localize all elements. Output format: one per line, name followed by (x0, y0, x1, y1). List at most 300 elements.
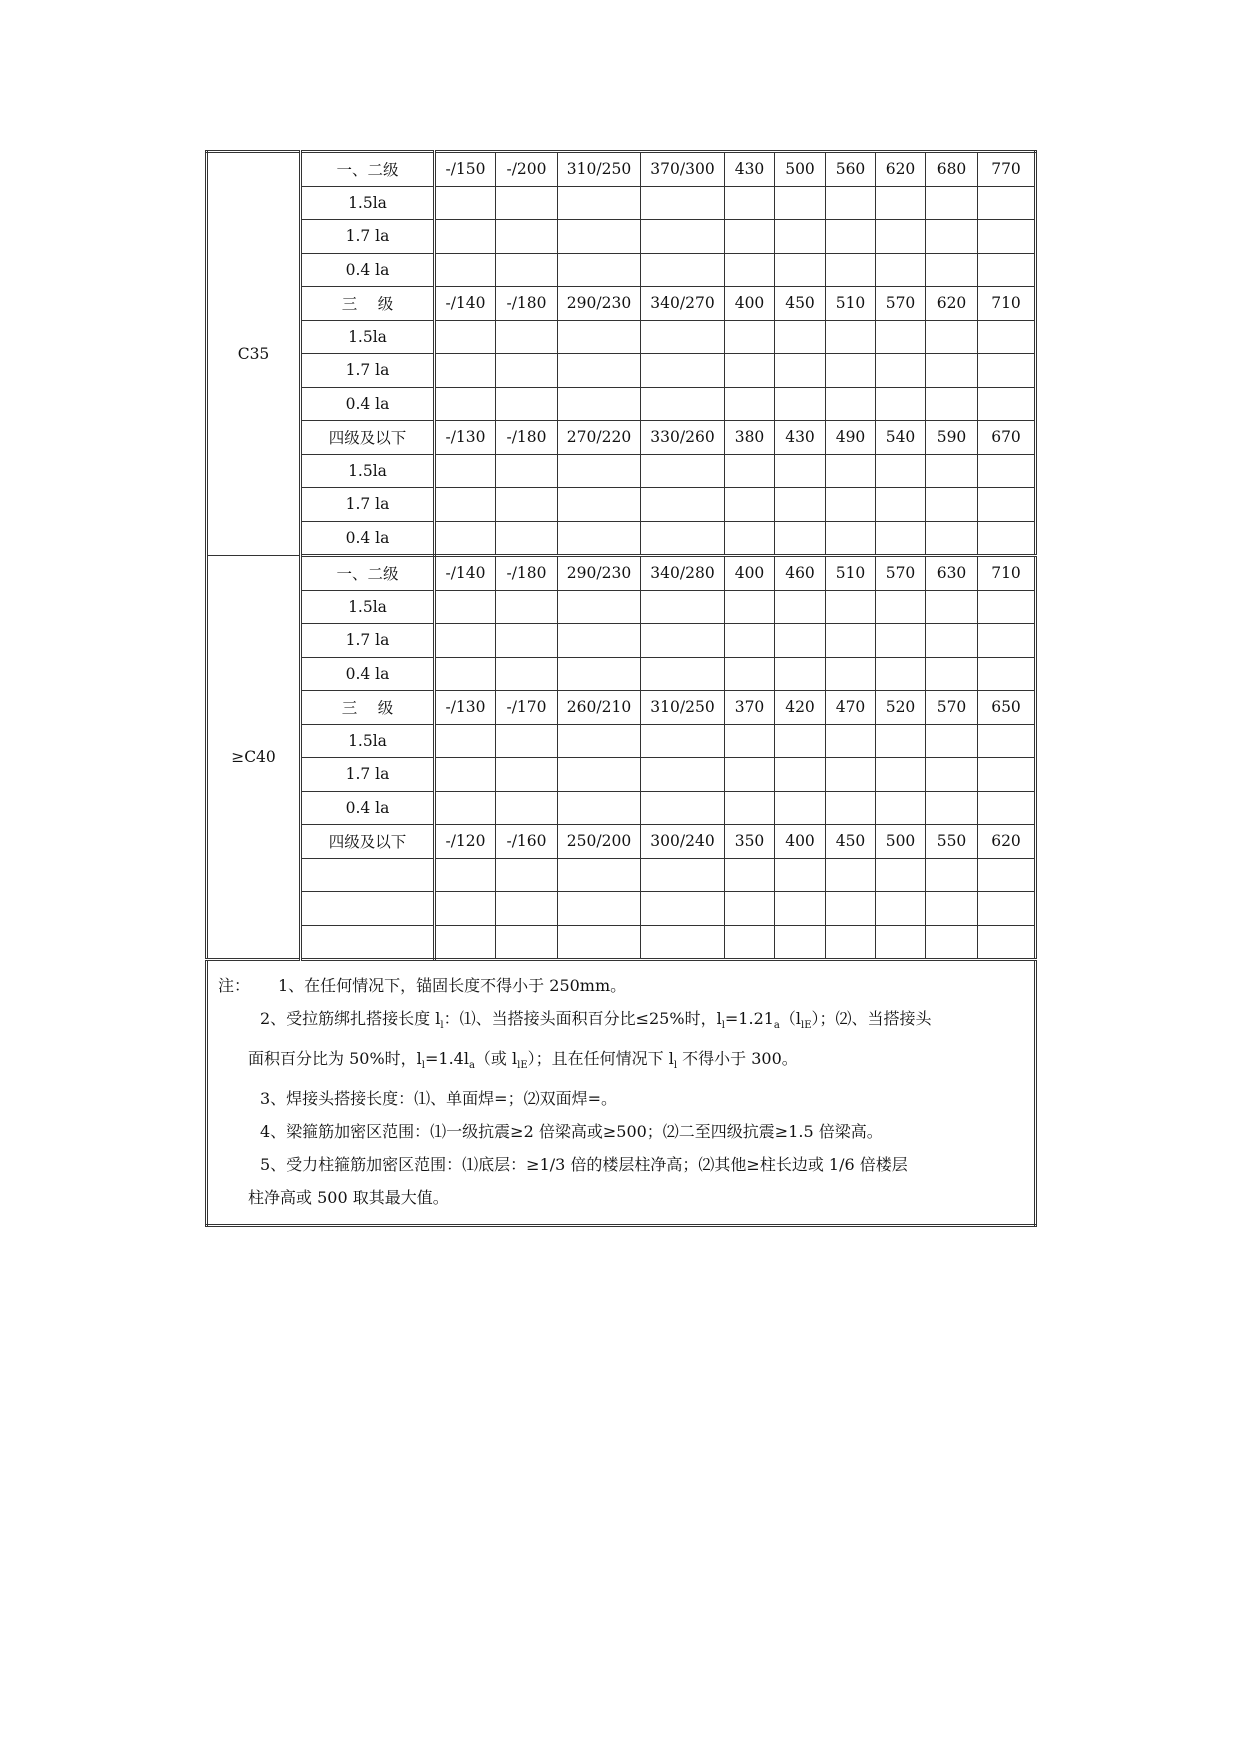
value-cell (725, 624, 775, 658)
value-cell: 310/250 (558, 152, 641, 187)
value-cell (926, 758, 978, 792)
value-cell (978, 925, 1036, 960)
value-cell: -/200 (496, 152, 558, 187)
value-cell: 710 (978, 287, 1036, 321)
value-cell (978, 220, 1036, 254)
value-cell (641, 320, 725, 354)
value-cell (725, 892, 775, 926)
value-cell (435, 454, 496, 488)
value-cell: 620 (978, 825, 1036, 859)
row-label-cell: 0.4 la (301, 387, 435, 421)
table-row (207, 724, 1036, 758)
value-cell: 270/220 (558, 421, 641, 455)
value-cell (826, 521, 876, 556)
value-cell (826, 454, 876, 488)
value-cell (641, 791, 725, 825)
value-cell: 290/230 (558, 556, 641, 591)
value-cell: 650 (978, 691, 1036, 725)
note-2-text-j: 不得小于 300。 (677, 1049, 798, 1069)
note-2-text-h: （或 l (474, 1049, 518, 1069)
note-2-text-g: =1.4l (424, 1049, 469, 1069)
note-5: 5、受力柱箍筋加密区范围：⑴底层：≥1/3 倍的楼层柱净高；⑵其他≥柱长边或 1/6 倍楼层 (260, 1155, 908, 1175)
value-cell (826, 488, 876, 522)
table-row (207, 892, 1036, 926)
value-cell (826, 724, 876, 758)
value-cell (725, 657, 775, 691)
value-cell (496, 220, 558, 254)
value-cell: -/170 (496, 691, 558, 725)
note-1 (218, 969, 1024, 1002)
table-row (207, 152, 1036, 187)
value-cell (978, 724, 1036, 758)
value-cell (876, 488, 926, 522)
value-cell (926, 590, 978, 624)
value-cell (826, 624, 876, 658)
value-cell: 550 (926, 825, 978, 859)
value-cell (725, 925, 775, 960)
table-row (207, 454, 1036, 488)
note-2-continued (218, 1042, 1024, 1082)
row-label-cell: 1.7 la (301, 624, 435, 658)
value-cell (876, 220, 926, 254)
value-cell (641, 454, 725, 488)
value-cell: -/180 (496, 287, 558, 321)
note-2-sub: a (468, 1060, 475, 1072)
value-cell (978, 758, 1036, 792)
value-cell: 450 (775, 287, 826, 321)
value-cell (876, 724, 926, 758)
value-cell (558, 858, 641, 892)
value-cell (725, 724, 775, 758)
value-cell (496, 925, 558, 960)
row-label-cell: 0.4 la (301, 253, 435, 287)
value-cell (725, 590, 775, 624)
value-cell (926, 858, 978, 892)
value-cell (775, 925, 826, 960)
value-cell (926, 521, 978, 556)
value-cell (876, 354, 926, 388)
row-label-cell: 一、二级 (301, 152, 435, 187)
value-cell (926, 925, 978, 960)
note-3: 3、焊接头搭接长度：⑴、单面焊=；⑵双面焊=。 (260, 1089, 617, 1109)
value-cell (978, 186, 1036, 220)
value-cell (558, 186, 641, 220)
value-cell: 560 (826, 152, 876, 187)
value-cell: 330/260 (641, 421, 725, 455)
value-cell (435, 253, 496, 287)
value-cell: 500 (876, 825, 926, 859)
value-cell (926, 454, 978, 488)
value-cell: -/140 (435, 556, 496, 591)
value-cell (558, 657, 641, 691)
value-cell (725, 387, 775, 421)
row-label-cell: 1.5la (301, 186, 435, 220)
notes-cell (207, 960, 1036, 1226)
row-label-cell: 1.5la (301, 724, 435, 758)
value-cell (641, 724, 725, 758)
table-row (207, 590, 1036, 624)
note-2-text-d: （l (779, 1009, 802, 1028)
value-cell (876, 590, 926, 624)
row-label-cell: 一、二级 (301, 556, 435, 591)
value-cell (876, 892, 926, 926)
value-cell (978, 253, 1036, 287)
value-cell (978, 858, 1036, 892)
value-cell (496, 454, 558, 488)
value-cell (558, 220, 641, 254)
value-cell (826, 758, 876, 792)
value-cell (496, 657, 558, 691)
note-2-text-e: ）；⑵、当搭接头 (811, 1009, 932, 1028)
value-cell (641, 521, 725, 556)
value-cell (725, 186, 775, 220)
value-cell (978, 624, 1036, 658)
value-cell: -/180 (496, 556, 558, 591)
value-cell (826, 892, 876, 926)
value-cell (725, 320, 775, 354)
value-cell (775, 387, 826, 421)
value-cell (558, 925, 641, 960)
value-cell (725, 521, 775, 556)
value-cell: 400 (775, 825, 826, 859)
value-cell (826, 387, 876, 421)
value-cell (826, 858, 876, 892)
value-cell: 500 (775, 152, 826, 187)
value-cell (775, 354, 826, 388)
value-cell: -/150 (435, 152, 496, 187)
value-cell (826, 925, 876, 960)
value-cell: 630 (926, 556, 978, 591)
value-cell (926, 354, 978, 388)
value-cell (496, 387, 558, 421)
value-cell (876, 521, 926, 556)
value-cell (826, 186, 876, 220)
table-row (207, 521, 1036, 556)
note-2-sub: l (721, 1020, 725, 1032)
value-cell (876, 791, 926, 825)
value-cell: 250/200 (558, 825, 641, 859)
value-cell (876, 657, 926, 691)
note-2-sub: l (421, 1060, 425, 1072)
value-cell (978, 791, 1036, 825)
value-cell (978, 521, 1036, 556)
value-cell (876, 387, 926, 421)
value-cell: -/120 (435, 825, 496, 859)
value-cell (926, 387, 978, 421)
value-cell (775, 657, 826, 691)
value-cell (641, 220, 725, 254)
value-cell: 570 (876, 287, 926, 321)
value-cell (435, 521, 496, 556)
value-cell: 620 (876, 152, 926, 187)
value-cell (558, 488, 641, 522)
value-cell (496, 521, 558, 556)
table-row (207, 387, 1036, 421)
note-2-sub: lE (801, 1020, 812, 1032)
value-cell (641, 186, 725, 220)
value-cell (435, 892, 496, 926)
value-cell (558, 791, 641, 825)
value-cell (435, 186, 496, 220)
table-row (207, 825, 1036, 859)
table-row (207, 287, 1036, 321)
value-cell (558, 454, 641, 488)
table-row (207, 925, 1036, 960)
table-row (207, 858, 1036, 892)
value-cell (435, 387, 496, 421)
value-cell: 300/240 (641, 825, 725, 859)
value-cell: -/140 (435, 287, 496, 321)
value-cell: 520 (876, 691, 926, 725)
note-2-text-a: 2、受拉筋绑扎搭接长度 l (260, 1009, 441, 1028)
value-cell (641, 354, 725, 388)
value-cell (775, 521, 826, 556)
value-cell: 430 (725, 152, 775, 187)
value-cell (775, 791, 826, 825)
value-cell (725, 354, 775, 388)
value-cell (826, 657, 876, 691)
table-row (207, 220, 1036, 254)
note-4: 4、梁箍筋加密区范围：⑴一级抗震≥2 倍梁高或≥500；⑵二至四级抗震≥1.5 倍梁高。 (260, 1122, 883, 1142)
value-cell (826, 791, 876, 825)
concrete-grade-cell: C35 (207, 152, 301, 556)
value-cell (725, 220, 775, 254)
value-cell (496, 354, 558, 388)
value-cell (725, 758, 775, 792)
table-row (207, 657, 1036, 691)
table-row (207, 556, 1036, 591)
notes-heading: 注： (218, 976, 251, 995)
value-cell (641, 758, 725, 792)
value-cell (775, 320, 826, 354)
table-row (207, 421, 1036, 455)
value-cell (978, 488, 1036, 522)
value-cell (876, 758, 926, 792)
value-cell (978, 454, 1036, 488)
value-cell (725, 253, 775, 287)
concrete-grade-cell: ≥C40 (207, 556, 301, 960)
value-cell (435, 220, 496, 254)
value-cell (558, 892, 641, 926)
note-2-text-b: ：⑴、当搭接头面积百分比≤25%时，l (443, 1009, 722, 1028)
value-cell: 350 (725, 825, 775, 859)
value-cell (641, 657, 725, 691)
note-1-text: 1、在任何情况下，锚固长度不得小于 250mm。 (278, 976, 627, 995)
value-cell (926, 320, 978, 354)
value-cell (496, 858, 558, 892)
value-cell (926, 186, 978, 220)
row-label-cell: 三 级 (301, 691, 435, 725)
value-cell: 340/270 (641, 287, 725, 321)
value-cell: 710 (978, 556, 1036, 591)
table-row (207, 320, 1036, 354)
table-row (207, 791, 1036, 825)
row-label-cell: 1.5la (301, 454, 435, 488)
row-label-cell (301, 925, 435, 960)
value-cell: 620 (926, 287, 978, 321)
value-cell (775, 454, 826, 488)
value-cell: -/130 (435, 421, 496, 455)
value-cell (641, 624, 725, 658)
value-cell: -/130 (435, 691, 496, 725)
table-row (207, 186, 1036, 220)
value-cell (978, 892, 1036, 926)
value-cell (826, 320, 876, 354)
value-cell (435, 858, 496, 892)
value-cell (641, 925, 725, 960)
value-cell (641, 488, 725, 522)
row-label-cell: 四级及以下 (301, 421, 435, 455)
value-cell (876, 925, 926, 960)
note-2-sub: a (773, 1020, 780, 1032)
value-cell (558, 590, 641, 624)
value-cell: 450 (826, 825, 876, 859)
value-cell (496, 624, 558, 658)
value-cell: 570 (926, 691, 978, 725)
value-cell (496, 892, 558, 926)
value-cell: 340/280 (641, 556, 725, 591)
value-cell (775, 253, 826, 287)
value-cell (926, 657, 978, 691)
value-cell (558, 320, 641, 354)
value-cell (775, 488, 826, 522)
value-cell (641, 387, 725, 421)
value-cell (435, 320, 496, 354)
value-cell: 470 (826, 691, 876, 725)
value-cell (978, 354, 1036, 388)
value-cell (725, 791, 775, 825)
value-cell (926, 724, 978, 758)
value-cell: 680 (926, 152, 978, 187)
value-cell: 490 (826, 421, 876, 455)
value-cell: -/180 (496, 421, 558, 455)
note-2-sub: lE (517, 1060, 528, 1072)
value-cell (496, 758, 558, 792)
value-cell (725, 488, 775, 522)
value-cell: 290/230 (558, 287, 641, 321)
note-2 (218, 1002, 1024, 1042)
anchorage-length-table (205, 150, 1037, 1227)
value-cell (775, 724, 826, 758)
value-cell (978, 320, 1036, 354)
value-cell (496, 791, 558, 825)
value-cell (435, 925, 496, 960)
value-cell (775, 590, 826, 624)
row-label-cell: 1.7 la (301, 354, 435, 388)
value-cell (876, 186, 926, 220)
value-cell (826, 253, 876, 287)
value-cell: 770 (978, 152, 1036, 187)
value-cell: 670 (978, 421, 1036, 455)
value-cell (926, 791, 978, 825)
value-cell (435, 758, 496, 792)
value-cell (558, 724, 641, 758)
table-row (207, 354, 1036, 388)
value-cell: 260/210 (558, 691, 641, 725)
rebar-length-sheet (205, 150, 1036, 1227)
value-cell (826, 354, 876, 388)
table-row (207, 758, 1036, 792)
value-cell (876, 253, 926, 287)
value-cell (558, 253, 641, 287)
value-cell: -/160 (496, 825, 558, 859)
value-cell: 540 (876, 421, 926, 455)
note-2-sub: l (673, 1060, 678, 1072)
value-cell (558, 624, 641, 658)
value-cell (775, 892, 826, 926)
note-2-text-f: 面积百分比为 50%时，l (248, 1049, 422, 1069)
row-label-cell: 三 级 (301, 287, 435, 321)
value-cell (876, 454, 926, 488)
row-label-cell (301, 858, 435, 892)
value-cell (496, 488, 558, 522)
value-cell: 430 (775, 421, 826, 455)
value-cell: 310/250 (641, 691, 725, 725)
row-label-cell: 1.7 la (301, 488, 435, 522)
value-cell (435, 791, 496, 825)
value-cell (641, 253, 725, 287)
value-cell (978, 590, 1036, 624)
value-cell (435, 354, 496, 388)
row-label-cell: 1.7 la (301, 220, 435, 254)
value-cell (496, 186, 558, 220)
value-cell (775, 858, 826, 892)
value-cell (876, 320, 926, 354)
value-cell (435, 590, 496, 624)
note-2-sub: l (440, 1020, 444, 1032)
value-cell (978, 387, 1036, 421)
value-cell (558, 354, 641, 388)
row-label-cell: 0.4 la (301, 521, 435, 556)
value-cell (496, 590, 558, 624)
value-cell (826, 590, 876, 624)
value-cell (435, 657, 496, 691)
row-label-cell: 1.5la (301, 320, 435, 354)
value-cell (926, 220, 978, 254)
note-2-text-i: ）；且在任何情况下 l (527, 1049, 674, 1069)
table-body (207, 152, 1036, 960)
value-cell (496, 724, 558, 758)
note-5-continued: 柱净高或 500 取其最大值。 (248, 1188, 449, 1208)
table-row (207, 488, 1036, 522)
row-label-cell: 四级及以下 (301, 825, 435, 859)
value-cell: 420 (775, 691, 826, 725)
value-cell: 370/300 (641, 152, 725, 187)
value-cell (641, 892, 725, 926)
row-label-cell: 1.5la (301, 590, 435, 624)
notes-row (207, 960, 1036, 1226)
value-cell (876, 624, 926, 658)
row-label-cell (301, 892, 435, 926)
value-cell: 400 (725, 556, 775, 591)
value-cell (926, 892, 978, 926)
value-cell (435, 488, 496, 522)
value-cell (435, 624, 496, 658)
table-row (207, 624, 1036, 658)
value-cell: 570 (876, 556, 926, 591)
value-cell (725, 858, 775, 892)
value-cell (641, 858, 725, 892)
value-cell: 380 (725, 421, 775, 455)
value-cell (775, 624, 826, 658)
row-label-cell: 0.4 la (301, 657, 435, 691)
value-cell (641, 590, 725, 624)
value-cell (558, 387, 641, 421)
value-cell: 460 (775, 556, 826, 591)
value-cell: 590 (926, 421, 978, 455)
value-cell (435, 724, 496, 758)
value-cell (978, 657, 1036, 691)
